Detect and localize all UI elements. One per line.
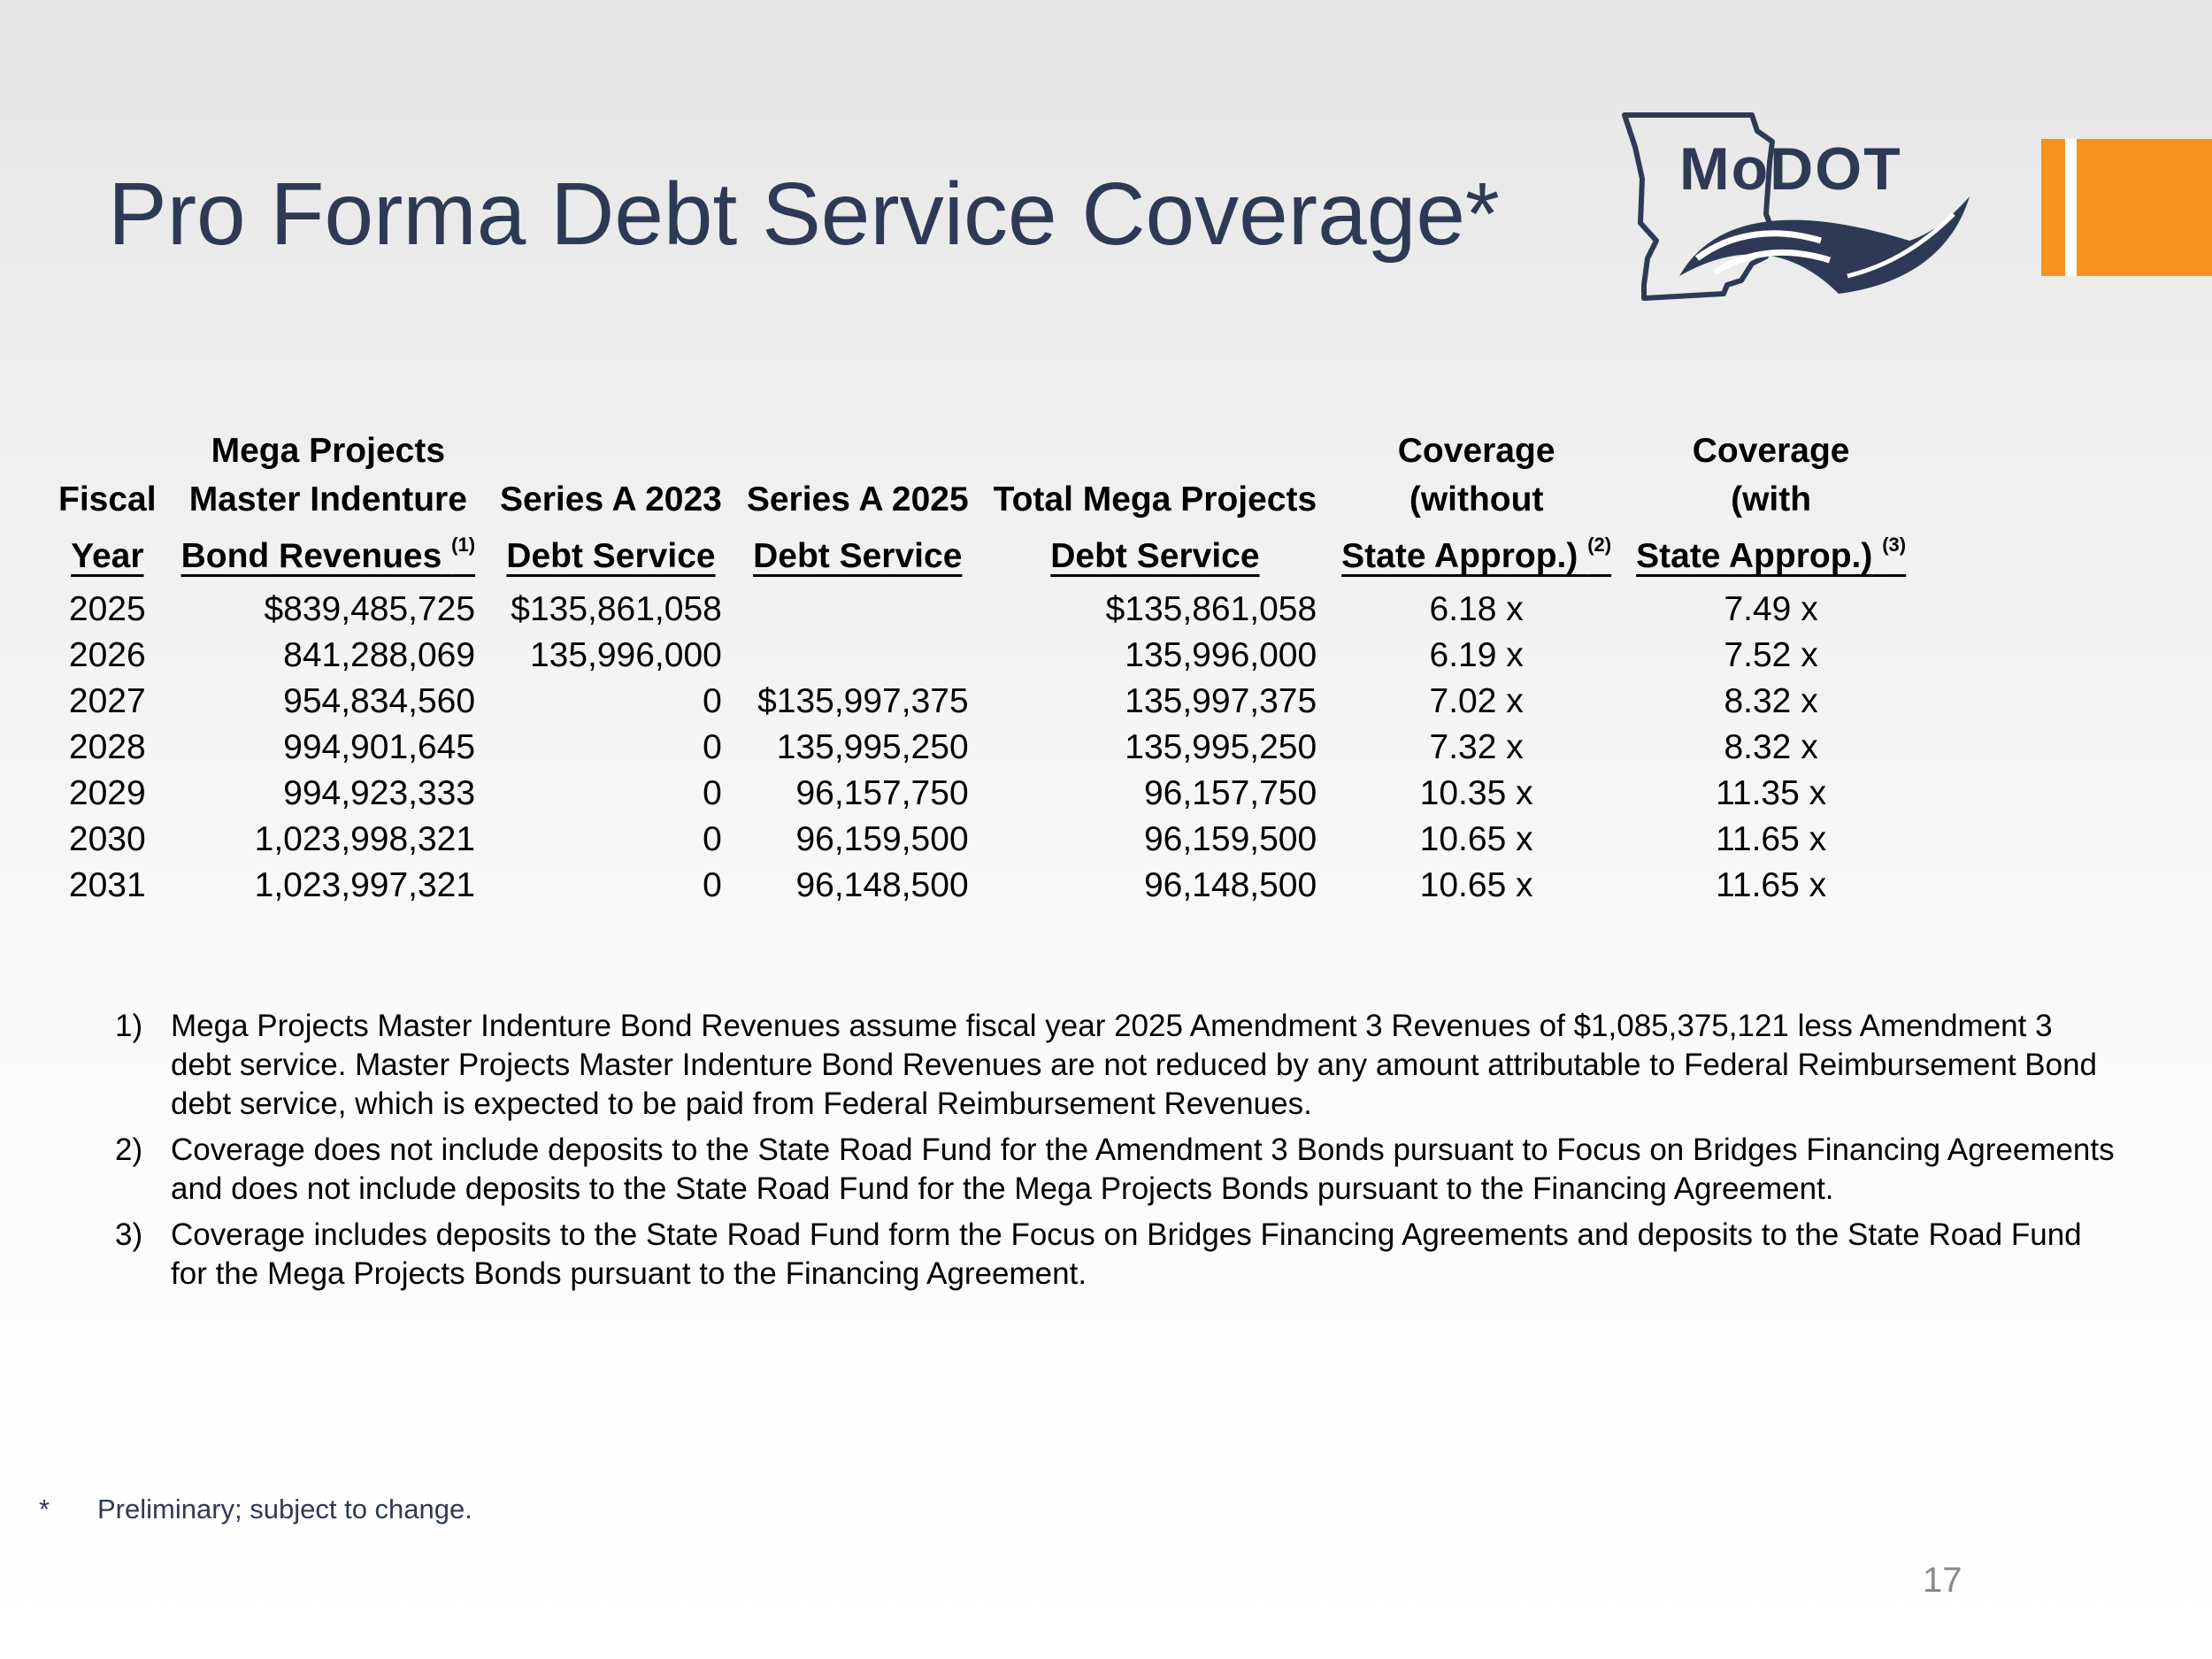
cell-total: 135,995,250 [1125,727,1317,766]
cell-year: 2026 [68,635,146,674]
cell-coverage-with: 8.32 x [1724,727,1818,766]
header-col-7-line-2: (with [1731,480,1812,518]
table-row [46,632,1918,678]
cell-total: 135,996,000 [1125,635,1317,674]
header-col-2-line-2: Master Indenture [188,480,467,518]
footnote-3-text: Coverage includes deposits to the State Road Fund form the Focus on Bridges Financing Agreements and deposits to the State Road Fund for the Mega Projects Bonds pursuant to the Financing Agreement. [171,1217,2082,1291]
cell-total: $135,861,058 [1105,589,1317,628]
cell-coverage-with: 11.65 x [1716,819,1827,858]
cell-bond-revenues: 994,923,333 [283,773,476,812]
footnotes [115,1007,2115,1301]
debt-service-table [46,426,1918,908]
footnote-1-number: 1) [115,1009,143,1043]
cell-series-2025 [734,586,981,632]
footnote-2 [115,1131,2115,1209]
modot-logo [1617,108,1989,311]
table-row [46,724,1918,770]
header-col-7-line-1: Coverage [1692,432,1850,470]
header-total-debt-service: Debt Service [1050,537,1260,575]
cell-total: 96,157,750 [1143,773,1317,812]
header-col-4-line-2: Series A 2025 [746,480,969,518]
cell-series-2025 [734,632,981,678]
cell-coverage-with: 8.32 x [1724,681,1818,720]
header-col-5-line-2: Total Mega Projects [993,480,1317,518]
cell-bond-revenues: 1,023,998,321 [254,819,476,858]
cell-series-2023: 135,996,000 [529,635,722,674]
header-col-3-line-2: Series A 2023 [500,480,722,518]
cell-coverage-with: 11.35 x [1716,773,1827,812]
cell-year: 2025 [68,589,146,628]
cell-year: 2029 [68,773,146,812]
cell-coverage-with: 7.49 x [1724,589,1818,628]
preliminary-text: Preliminary; subject to change. [97,1494,472,1525]
table-row [46,770,1918,816]
cell-series-2023: $135,861,058 [511,589,722,628]
table-row [46,678,1918,724]
footnote-2-number: 2) [115,1133,143,1167]
header-row-2 [46,475,1918,524]
table-body [46,586,1918,908]
cell-total: 96,159,500 [1143,819,1317,858]
page-number: 17 [1923,1561,1962,1600]
cell-series-2025: 135,995,250 [776,727,969,766]
cell-total: 135,997,375 [1125,681,1317,720]
cell-coverage-without: 10.35 x [1419,773,1533,812]
cell-coverage-without: 6.18 x [1429,589,1524,628]
cell-coverage-without: 10.65 x [1419,819,1533,858]
preliminary-note [39,1494,472,1525]
cell-series-2023: 0 [703,773,722,812]
cell-total: 96,148,500 [1143,865,1317,904]
cell-year: 2028 [68,727,146,766]
accent-bar-gap [2065,139,2077,276]
footnote-2-text: Coverage does not include deposits to the State Road Fund for the Amendment 3 Bonds pursuant to Focus on Bridges Financing Agreements and does not include deposits to the State Road Fund for the Mega Projects Bonds pursuant to the Financing Agreement. [171,1133,2115,1206]
footnote-1 [115,1007,2115,1124]
cell-series-2023: 0 [703,819,722,858]
cell-coverage-with: 7.52 x [1724,635,1818,674]
page-title: Pro Forma Debt Service Coverage* [108,165,1500,264]
cell-bond-revenues: $839,485,725 [264,589,476,628]
header-coverage-without: State Approp.) [1341,537,1578,575]
header-col-6-line-1: Coverage [1397,432,1555,470]
cell-bond-revenues: 994,901,645 [283,727,476,766]
cell-coverage-without: 7.32 x [1429,727,1524,766]
cell-series-2025: $135,997,375 [757,681,969,720]
cell-year: 2031 [68,865,146,904]
footnote-1-text: Mega Projects Master Indenture Bond Revenues assume fiscal year 2025 Amendment 3 Revenues of $1,085,375,121 less Amendment 3 debt service. Master Projects Master Indenture Bond Revenues are not reduced by any amount attributable to Federal Reimbursement Bond debt service, which is expected to be paid from Federal Reimbursement Revenues. [171,1009,2098,1121]
cell-series-2025: 96,159,500 [795,819,969,858]
cell-series-2023: 0 [703,865,722,904]
cell-series-2025: 96,157,750 [795,773,969,812]
cell-coverage-without: 7.02 x [1429,681,1524,720]
accent-bar [2041,139,2212,276]
cell-series-2025: 96,148,500 [795,865,969,904]
header-col-2-line-1: Mega Projects [211,432,446,470]
header-series-2023-debt-service: Debt Service [506,537,716,575]
header-series-2025-debt-service: Debt Service [753,537,963,575]
preliminary-asterisk: * [39,1494,50,1525]
header-bond-revenues: Bond Revenues [180,537,442,575]
logo-wordmark: MoDOT [1679,135,1902,203]
table-row [46,816,1918,862]
footnote-ref-3: (3) [1882,534,1907,556]
cell-coverage-without: 6.19 x [1429,635,1524,674]
cell-year: 2027 [68,681,146,720]
cell-bond-revenues: 954,834,560 [283,681,476,720]
footnote-3-number: 3) [115,1217,143,1252]
cell-bond-revenues: 841,288,069 [283,635,476,674]
header-col-6-line-2: (without [1409,480,1544,518]
header-row-1 [46,426,1918,475]
header-year: Year [71,537,144,575]
header-fiscal: Fiscal [58,480,157,518]
cell-series-2023: 0 [703,727,722,766]
table-row [46,862,1918,908]
footnote-ref-1: (1) [451,534,476,556]
table-row [46,586,1918,632]
cell-bond-revenues: 1,023,997,321 [254,865,476,904]
header-coverage-with: State Approp.) [1636,537,1873,575]
cell-coverage-with: 11.65 x [1716,865,1827,904]
footnote-ref-2: (2) [1587,534,1612,556]
cell-year: 2030 [68,819,146,858]
header-row-3 [46,524,1918,586]
footnote-3 [115,1216,2115,1294]
cell-coverage-without: 10.65 x [1419,865,1533,904]
cell-series-2023: 0 [703,681,722,720]
